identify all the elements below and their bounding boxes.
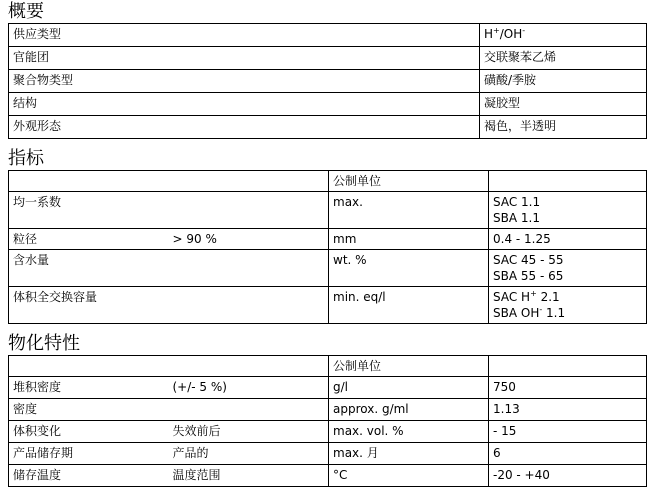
table-row [9, 443, 647, 465]
table-row [9, 24, 647, 47]
table-row [9, 229, 647, 250]
row-unit: max. [329, 192, 489, 229]
row-cond: 失效前后 [169, 421, 329, 443]
row-unit: max. vol. % [329, 421, 489, 443]
row-label: 粒径 [9, 229, 169, 250]
table-row [9, 421, 647, 443]
table-row [9, 287, 647, 324]
unit-header: 公制单位 [329, 356, 489, 377]
row-label: 结构 [9, 93, 480, 116]
row-value: 1.13 [489, 399, 647, 421]
row-label: 产品储存期 [9, 443, 169, 465]
row-cond: > 90 % [169, 229, 329, 250]
row-value: SAC H+ 2.1 SBA OH- 1.1 [489, 287, 647, 324]
row-cond: 温度范围 [169, 465, 329, 487]
row-value: 0.4 - 1.25 [489, 229, 647, 250]
row-unit: °C [329, 465, 489, 487]
table-row [9, 250, 647, 287]
row-label: 体积变化 [9, 421, 169, 443]
row-unit: mm [329, 229, 489, 250]
row-value: 磺酸/季胺 [480, 70, 647, 93]
row-unit: approx. g/ml [329, 399, 489, 421]
row-cond [169, 399, 329, 421]
row-value: SAC 1.1 SBA 1.1 [489, 192, 647, 229]
row-cond [169, 192, 329, 229]
row-label: 含水量 [9, 250, 169, 287]
row-label: 供应类型 [9, 24, 480, 47]
row-value: 6 [489, 443, 647, 465]
row-cond: 产品的 [169, 443, 329, 465]
row-unit: g/l [329, 377, 489, 399]
row-value: - 15 [489, 421, 647, 443]
row-value: 750 [489, 377, 647, 399]
physical-table [8, 355, 647, 487]
row-label: 聚合物类型 [9, 70, 480, 93]
table-row [9, 377, 647, 399]
row-label: 均一系数 [9, 192, 169, 229]
table-row [9, 192, 647, 229]
specs-table [8, 170, 647, 324]
row-unit: max. 月 [329, 443, 489, 465]
row-value: SAC 45 - 55 SBA 55 - 65 [489, 250, 647, 287]
table-row [9, 47, 647, 70]
table-row [9, 93, 647, 116]
row-value: H+/OH- [480, 24, 647, 47]
table-row [9, 70, 647, 93]
row-value: 交联聚苯乙烯 [480, 47, 647, 70]
row-label: 密度 [9, 399, 169, 421]
row-value: 褐色，半透明 [480, 116, 647, 139]
row-cond: (+/- 5 %) [169, 377, 329, 399]
table-row [9, 116, 647, 139]
overview-title: 概要 [8, 1, 44, 22]
row-label: 储存温度 [9, 465, 169, 487]
row-cond [169, 287, 329, 324]
table-header-row [9, 171, 647, 192]
row-label: 外观形态 [9, 116, 480, 139]
specs-title: 指标 [8, 148, 44, 169]
physical-title: 物化特性 [8, 333, 80, 354]
row-unit: min. eq/l [329, 287, 489, 324]
row-value: 凝胶型 [480, 93, 647, 116]
unit-header: 公制单位 [329, 171, 489, 192]
row-label: 官能团 [9, 47, 480, 70]
row-label: 堆积密度 [9, 377, 169, 399]
row-value: -20 - +40 [489, 465, 647, 487]
table-row [9, 399, 647, 421]
table-row [9, 465, 647, 487]
table-header-row [9, 356, 647, 377]
row-label: 体积全交换容量 [9, 287, 169, 324]
row-cond [169, 250, 329, 287]
overview-table [8, 23, 647, 139]
row-unit: wt. % [329, 250, 489, 287]
